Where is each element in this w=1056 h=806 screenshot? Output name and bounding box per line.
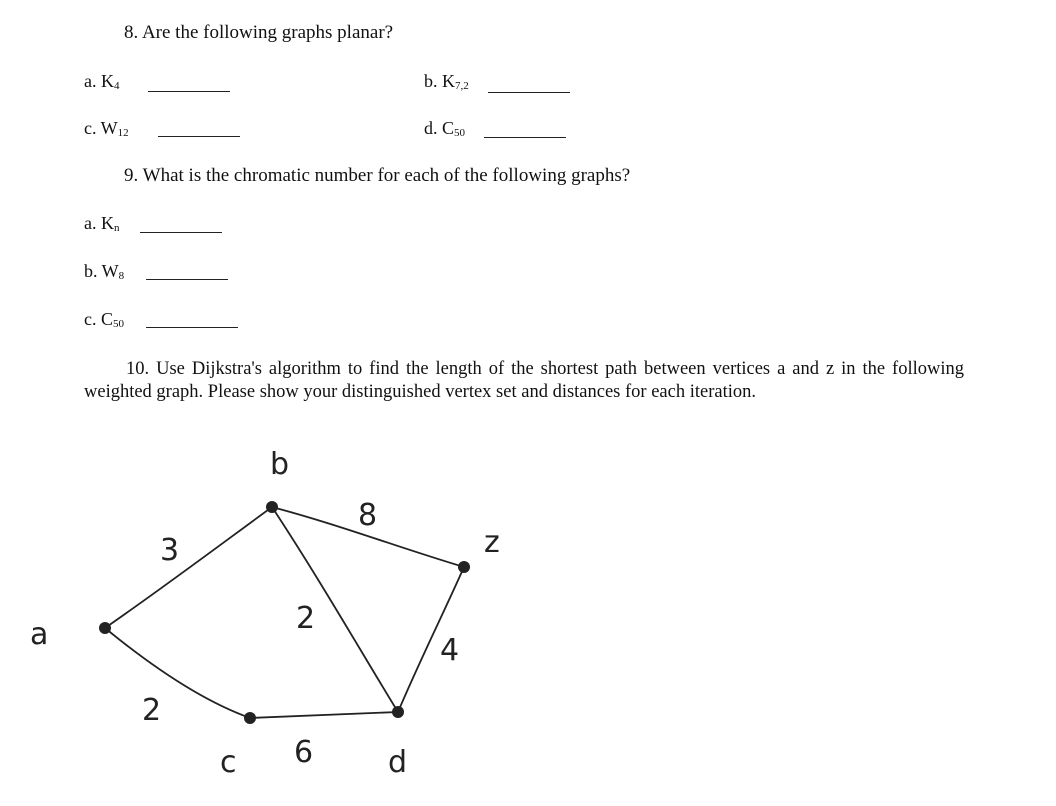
weight-a-c: 2 (142, 693, 162, 728)
q8-item-c: c. $W_{12}$ (84, 118, 129, 139)
vertex-d (392, 706, 404, 718)
q9-item-a: a. $K_n$ (84, 213, 120, 234)
question-10-text: 10. Use Dijkstra's algorithm to find the length of the shortest path between vertices a and z in the following weighted graph. Please show your distinguished vertex set and distances for each iteration. (84, 359, 964, 402)
weight-c-d: 6 (294, 735, 314, 770)
edge-c-d (250, 712, 398, 718)
edge-a-c (105, 628, 250, 718)
vertex-c (244, 712, 256, 724)
weight-b-z: 8 (358, 498, 378, 533)
vertex-z (458, 561, 470, 573)
edge-b-d (272, 507, 398, 712)
q8-item-d: d. $C_{50}$ (424, 118, 466, 139)
vertex-label-b: b (270, 447, 290, 482)
vertex-b (266, 501, 278, 513)
q8-item-a: a. $K_4$ (84, 71, 120, 92)
question-8-title: 8. Are the following graphs planar? (124, 22, 394, 43)
question-9-title: 9. What is the chromatic number for each of the following graphs? (124, 165, 631, 186)
edge-a-b (105, 507, 272, 628)
vertex-label-a: a (30, 617, 49, 652)
vertex-label-c: c (220, 745, 237, 780)
q9-item-b: b. $W_8$ (84, 261, 125, 282)
q8-item-b: b. $K_{7,2}$ (424, 71, 469, 92)
vertex-label-z: z (484, 525, 500, 560)
q9-item-c: c. $C_{50}$ (84, 309, 124, 330)
weight-d-z: 4 (440, 633, 460, 668)
weight-b-d: 2 (296, 601, 316, 636)
vertex-label-d: d (388, 745, 408, 780)
vertex-a (99, 622, 111, 634)
weight-a-b: 3 (160, 533, 180, 568)
